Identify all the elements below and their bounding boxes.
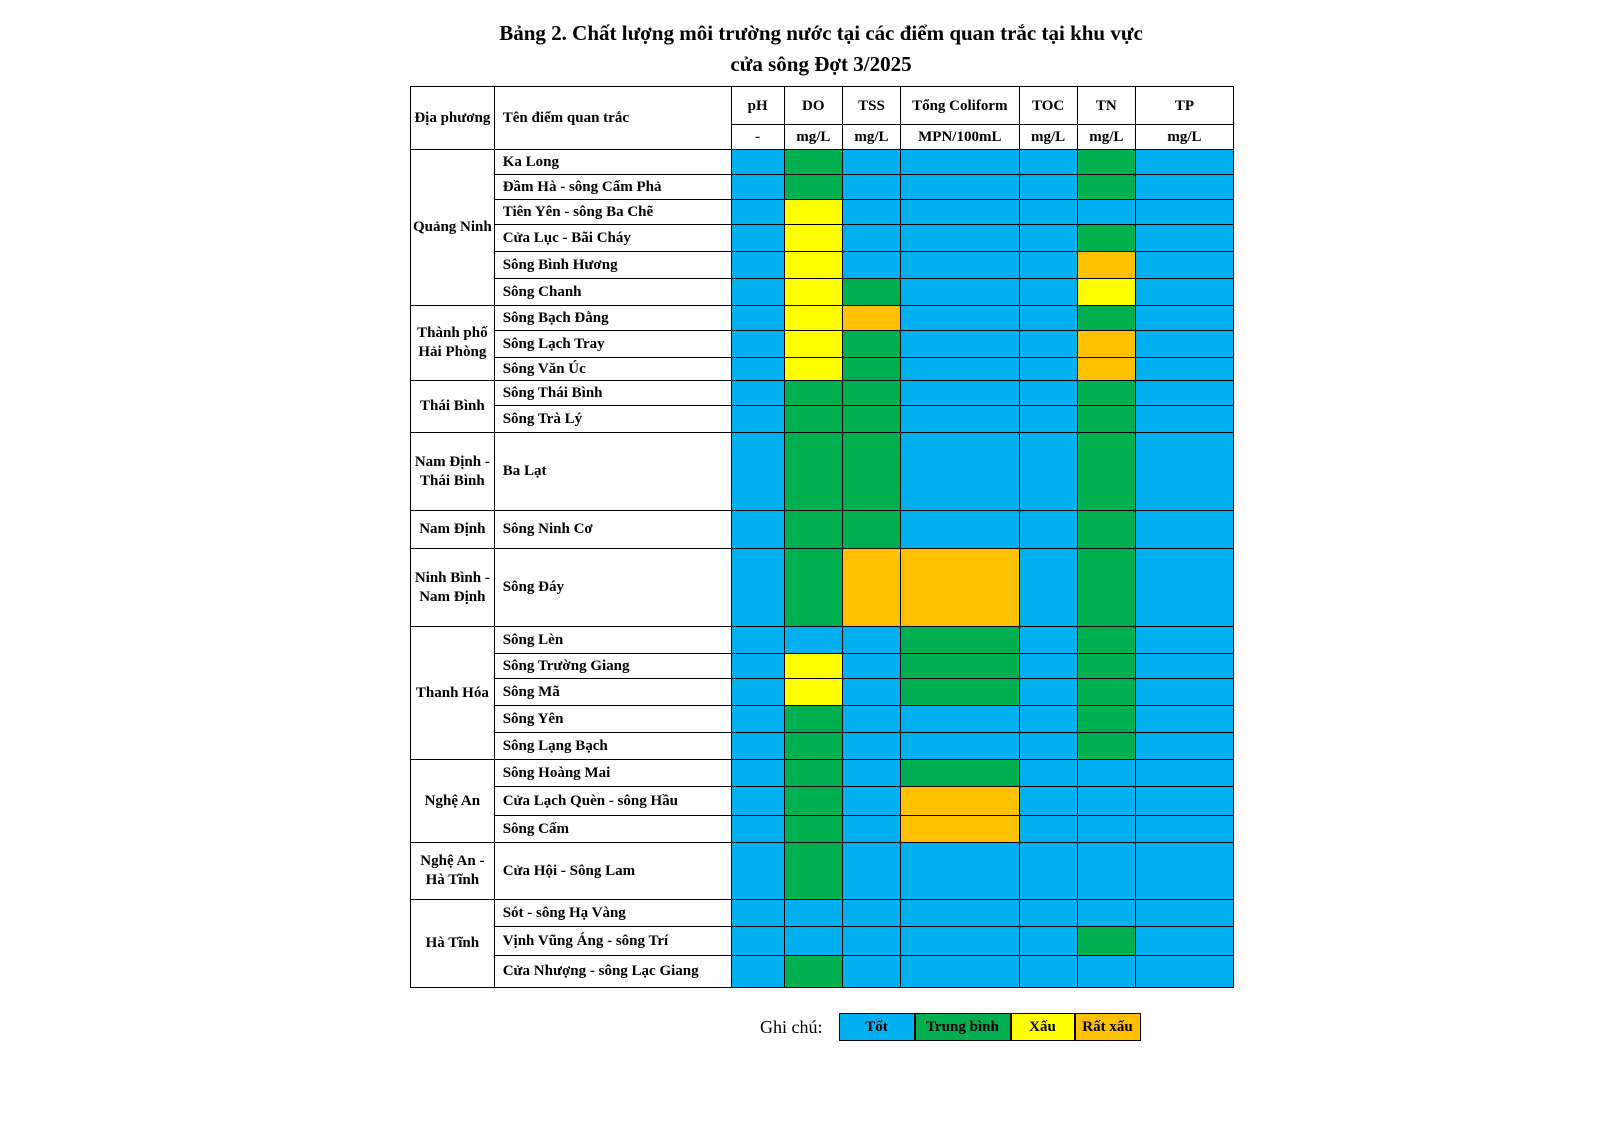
rating-cell bbox=[842, 956, 900, 988]
rating-cell bbox=[1019, 331, 1077, 358]
header-unit-tn: mg/L bbox=[1077, 125, 1135, 150]
rating-cell bbox=[842, 433, 900, 511]
header-unit-coliform: MPN/100mL bbox=[901, 125, 1019, 150]
rating-cell bbox=[784, 511, 842, 549]
station-name: Sông Lạng Bạch bbox=[494, 733, 731, 760]
rating-cell bbox=[1077, 760, 1135, 787]
rating-cell bbox=[731, 433, 784, 511]
station-name: Sông Hoàng Mai bbox=[494, 760, 731, 787]
rating-cell bbox=[1077, 956, 1135, 988]
rating-cell bbox=[842, 252, 900, 279]
rating-cell bbox=[1019, 200, 1077, 225]
table-row bbox=[411, 358, 1234, 381]
station-name: Ka Long bbox=[494, 150, 731, 175]
rating-cell bbox=[1135, 225, 1233, 252]
rating-cell bbox=[731, 549, 784, 627]
rating-cell bbox=[784, 654, 842, 679]
rating-cell bbox=[1135, 549, 1233, 627]
rating-cell bbox=[901, 225, 1019, 252]
rating-cell bbox=[1019, 306, 1077, 331]
rating-cell bbox=[1077, 654, 1135, 679]
rating-cell bbox=[901, 627, 1019, 654]
rating-cell bbox=[1019, 760, 1077, 787]
rating-cell bbox=[901, 843, 1019, 900]
rating-cell bbox=[901, 760, 1019, 787]
rating-cell bbox=[1019, 843, 1077, 900]
rating-cell bbox=[1019, 406, 1077, 433]
legend-item-average: Trung bình bbox=[915, 1013, 1011, 1041]
rating-cell bbox=[1135, 787, 1233, 816]
rating-cell bbox=[1135, 760, 1233, 787]
rating-cell bbox=[901, 816, 1019, 843]
region-cell: Nam Định - Thái Bình bbox=[411, 433, 495, 511]
rating-cell bbox=[901, 549, 1019, 627]
table-row bbox=[411, 252, 1234, 279]
table-row bbox=[411, 511, 1234, 549]
station-name: Sông Yên bbox=[494, 706, 731, 733]
rating-cell bbox=[731, 843, 784, 900]
rating-cell bbox=[1077, 787, 1135, 816]
rating-cell bbox=[1019, 175, 1077, 200]
rating-cell bbox=[784, 406, 842, 433]
header-param-coliform: Tổng Coliform bbox=[901, 87, 1019, 125]
rating-cell bbox=[901, 654, 1019, 679]
header-unit-ph: - bbox=[731, 125, 784, 150]
table-row bbox=[411, 900, 1234, 927]
table-row bbox=[411, 733, 1234, 760]
region-cell: Thái Bình bbox=[411, 381, 495, 433]
rating-cell bbox=[901, 306, 1019, 331]
rating-cell bbox=[1135, 511, 1233, 549]
station-name: Sông Văn Úc bbox=[494, 358, 731, 381]
station-name: Sông Trường Giang bbox=[494, 654, 731, 679]
rating-cell bbox=[784, 679, 842, 706]
rating-cell bbox=[901, 381, 1019, 406]
station-name: Vịnh Vũng Áng - sông Trí bbox=[494, 927, 731, 956]
table-row bbox=[411, 927, 1234, 956]
rating-cell bbox=[1077, 200, 1135, 225]
rating-cell bbox=[784, 760, 842, 787]
rating-cell bbox=[1135, 331, 1233, 358]
rating-cell bbox=[901, 733, 1019, 760]
header-region: Địa phương bbox=[411, 87, 495, 150]
rating-cell bbox=[842, 843, 900, 900]
rating-cell bbox=[784, 927, 842, 956]
station-name: Cửa Hội - Sông Lam bbox=[494, 843, 731, 900]
rating-cell bbox=[784, 279, 842, 306]
rating-cell bbox=[731, 900, 784, 927]
station-name: Sông Bạch Đằng bbox=[494, 306, 731, 331]
rating-cell bbox=[1019, 956, 1077, 988]
rating-cell bbox=[901, 787, 1019, 816]
rating-cell bbox=[1135, 306, 1233, 331]
rating-cell bbox=[731, 733, 784, 760]
rating-cell bbox=[731, 956, 784, 988]
rating-cell bbox=[1077, 252, 1135, 279]
rating-cell bbox=[1077, 150, 1135, 175]
rating-cell bbox=[1135, 956, 1233, 988]
rating-cell bbox=[784, 706, 842, 733]
rating-cell bbox=[1077, 306, 1135, 331]
header-unit-do: mg/L bbox=[784, 125, 842, 150]
rating-cell bbox=[731, 511, 784, 549]
rating-cell bbox=[1019, 927, 1077, 956]
rating-cell bbox=[901, 927, 1019, 956]
region-cell: Nghệ An bbox=[411, 760, 495, 843]
rating-cell bbox=[1077, 927, 1135, 956]
rating-cell bbox=[784, 225, 842, 252]
rating-cell bbox=[731, 358, 784, 381]
rating-cell bbox=[1135, 843, 1233, 900]
rating-cell bbox=[784, 627, 842, 654]
rating-cell bbox=[1019, 150, 1077, 175]
table-row bbox=[411, 150, 1234, 175]
rating-cell bbox=[731, 654, 784, 679]
rating-cell bbox=[842, 511, 900, 549]
rating-cell bbox=[784, 549, 842, 627]
header-unit-tp: mg/L bbox=[1135, 125, 1233, 150]
header-param-ph: pH bbox=[731, 87, 784, 125]
rating-cell bbox=[784, 816, 842, 843]
rating-cell bbox=[1135, 927, 1233, 956]
header-param-tp: TP bbox=[1135, 87, 1233, 125]
region-cell: Quảng Ninh bbox=[411, 150, 495, 306]
rating-cell bbox=[1077, 433, 1135, 511]
rating-cell bbox=[901, 150, 1019, 175]
rating-cell bbox=[1077, 406, 1135, 433]
rating-cell bbox=[731, 706, 784, 733]
table-row bbox=[411, 654, 1234, 679]
rating-cell bbox=[1077, 900, 1135, 927]
rating-cell bbox=[731, 279, 784, 306]
region-cell: Nghệ An - Hà Tĩnh bbox=[411, 843, 495, 900]
rating-cell bbox=[731, 225, 784, 252]
rating-cell bbox=[901, 511, 1019, 549]
header-param-tss: TSS bbox=[842, 87, 900, 125]
rating-cell bbox=[731, 252, 784, 279]
region-cell: Nam Định bbox=[411, 511, 495, 549]
rating-cell bbox=[1135, 679, 1233, 706]
rating-cell bbox=[784, 200, 842, 225]
table-row bbox=[411, 433, 1234, 511]
rating-cell bbox=[1019, 733, 1077, 760]
station-name: Sót - sông Hạ Vàng bbox=[494, 900, 731, 927]
station-name: Sông Trà Lý bbox=[494, 406, 731, 433]
rating-cell bbox=[842, 306, 900, 331]
rating-cell bbox=[901, 331, 1019, 358]
rating-cell bbox=[784, 381, 842, 406]
rating-cell bbox=[1135, 381, 1233, 406]
rating-cell bbox=[784, 306, 842, 331]
rating-cell bbox=[901, 433, 1019, 511]
rating-cell bbox=[1019, 816, 1077, 843]
rating-cell bbox=[731, 406, 784, 433]
rating-cell bbox=[1019, 279, 1077, 306]
rating-cell bbox=[1135, 654, 1233, 679]
region-cell: Ninh Bình - Nam Định bbox=[411, 549, 495, 627]
rating-cell bbox=[901, 358, 1019, 381]
rating-cell bbox=[1135, 900, 1233, 927]
rating-cell bbox=[784, 433, 842, 511]
table-row bbox=[411, 760, 1234, 787]
rating-cell bbox=[1019, 433, 1077, 511]
rating-cell bbox=[901, 706, 1019, 733]
rating-cell bbox=[784, 900, 842, 927]
station-name: Cửa Nhượng - sông Lạc Giang bbox=[494, 956, 731, 988]
station-name: Cửa Lục - Bãi Cháy bbox=[494, 225, 731, 252]
station-name: Tiên Yên - sông Ba Chẽ bbox=[494, 200, 731, 225]
legend bbox=[760, 1013, 1141, 1041]
station-name: Sông Lèn bbox=[494, 627, 731, 654]
station-name: Cửa Lạch Quèn - sông Hầu bbox=[494, 787, 731, 816]
rating-cell bbox=[842, 900, 900, 927]
rating-cell bbox=[731, 760, 784, 787]
rating-cell bbox=[842, 200, 900, 225]
rating-cell bbox=[1019, 900, 1077, 927]
rating-cell bbox=[1019, 549, 1077, 627]
rating-cell bbox=[1077, 843, 1135, 900]
rating-cell bbox=[1135, 358, 1233, 381]
table-row bbox=[411, 843, 1234, 900]
rating-cell bbox=[901, 900, 1019, 927]
station-name: Sông Bình Hương bbox=[494, 252, 731, 279]
rating-cell bbox=[731, 627, 784, 654]
rating-cell bbox=[842, 175, 900, 200]
station-name: Sông Mã bbox=[494, 679, 731, 706]
rating-cell bbox=[1135, 150, 1233, 175]
station-name: Sông Chanh bbox=[494, 279, 731, 306]
table-row bbox=[411, 175, 1234, 200]
station-name: Sông Ninh Cơ bbox=[494, 511, 731, 549]
rating-cell bbox=[842, 679, 900, 706]
table-row bbox=[411, 406, 1234, 433]
rating-cell bbox=[784, 331, 842, 358]
rating-cell bbox=[784, 956, 842, 988]
region-cell: Thanh Hóa bbox=[411, 627, 495, 760]
water-quality-table bbox=[410, 86, 1234, 988]
rating-cell bbox=[842, 225, 900, 252]
rating-cell bbox=[1019, 358, 1077, 381]
legend-item-poor: Xấu bbox=[1011, 1013, 1075, 1041]
station-name: Sông Lạch Tray bbox=[494, 331, 731, 358]
rating-cell bbox=[842, 927, 900, 956]
header-param-do: DO bbox=[784, 87, 842, 125]
rating-cell bbox=[901, 252, 1019, 279]
rating-cell bbox=[901, 200, 1019, 225]
rating-cell bbox=[731, 150, 784, 175]
rating-cell bbox=[1135, 406, 1233, 433]
rating-cell bbox=[842, 654, 900, 679]
rating-cell bbox=[784, 733, 842, 760]
rating-cell bbox=[1135, 627, 1233, 654]
table-row bbox=[411, 381, 1234, 406]
rating-cell bbox=[842, 279, 900, 306]
header-param-tn: TN bbox=[1077, 87, 1135, 125]
rating-cell bbox=[1135, 200, 1233, 225]
table-row bbox=[411, 679, 1234, 706]
rating-cell bbox=[1135, 279, 1233, 306]
header-unit-tss: mg/L bbox=[842, 125, 900, 150]
table-row bbox=[411, 627, 1234, 654]
station-name: Đầm Hà - sông Cẩm Phả bbox=[494, 175, 731, 200]
rating-cell bbox=[731, 200, 784, 225]
rating-cell bbox=[901, 406, 1019, 433]
rating-cell bbox=[1077, 381, 1135, 406]
rating-cell bbox=[1019, 787, 1077, 816]
rating-cell bbox=[784, 175, 842, 200]
legend-item-good: Tốt bbox=[839, 1013, 915, 1041]
rating-cell bbox=[784, 358, 842, 381]
rating-cell bbox=[731, 331, 784, 358]
table-row bbox=[411, 225, 1234, 252]
rating-cell bbox=[842, 760, 900, 787]
legend-item-very-poor: Rất xấu bbox=[1075, 1013, 1141, 1041]
rating-cell bbox=[842, 381, 900, 406]
rating-cell bbox=[842, 549, 900, 627]
header-param-toc: TOC bbox=[1019, 87, 1077, 125]
rating-cell bbox=[731, 175, 784, 200]
table-row bbox=[411, 787, 1234, 816]
table-title-line-1: Bảng 2. Chất lượng môi trường nước tại các điểm quan trắc tại khu vực bbox=[499, 21, 1143, 45]
rating-cell bbox=[842, 733, 900, 760]
rating-cell bbox=[842, 706, 900, 733]
rating-cell bbox=[1077, 549, 1135, 627]
rating-cell bbox=[842, 150, 900, 175]
rating-cell bbox=[1077, 706, 1135, 733]
table-row bbox=[411, 331, 1234, 358]
rating-cell bbox=[731, 679, 784, 706]
legend-label: Ghi chú: bbox=[760, 1016, 823, 1037]
rating-cell bbox=[842, 406, 900, 433]
rating-cell bbox=[1077, 733, 1135, 760]
station-name: Sông Đáy bbox=[494, 549, 731, 627]
rating-cell bbox=[1135, 733, 1233, 760]
rating-cell bbox=[1019, 627, 1077, 654]
rating-cell bbox=[1077, 358, 1135, 381]
rating-cell bbox=[1077, 679, 1135, 706]
rating-cell bbox=[1077, 175, 1135, 200]
rating-cell bbox=[731, 816, 784, 843]
rating-cell bbox=[842, 816, 900, 843]
rating-cell bbox=[1077, 627, 1135, 654]
rating-cell bbox=[784, 843, 842, 900]
table-row bbox=[411, 306, 1234, 331]
rating-cell bbox=[1135, 816, 1233, 843]
rating-cell bbox=[842, 358, 900, 381]
rating-cell bbox=[901, 956, 1019, 988]
table-row bbox=[411, 956, 1234, 988]
rating-cell bbox=[731, 927, 784, 956]
rating-cell bbox=[731, 787, 784, 816]
rating-cell bbox=[901, 279, 1019, 306]
rating-cell bbox=[1135, 706, 1233, 733]
rating-cell bbox=[1019, 706, 1077, 733]
rating-cell bbox=[1077, 331, 1135, 358]
rating-cell bbox=[1019, 225, 1077, 252]
table-row bbox=[411, 279, 1234, 306]
table-title-line-2: cửa sông Đợt 3/2025 bbox=[730, 52, 912, 76]
table-row bbox=[411, 816, 1234, 843]
table-body bbox=[411, 150, 1234, 988]
station-name: Ba Lạt bbox=[494, 433, 731, 511]
region-cell: Hà Tĩnh bbox=[411, 900, 495, 988]
region-cell: Thành phố Hải Phòng bbox=[411, 306, 495, 381]
rating-cell bbox=[1077, 279, 1135, 306]
rating-cell bbox=[1019, 679, 1077, 706]
rating-cell bbox=[842, 331, 900, 358]
table-row bbox=[411, 706, 1234, 733]
rating-cell bbox=[901, 175, 1019, 200]
rating-cell bbox=[1077, 511, 1135, 549]
rating-cell bbox=[1135, 252, 1233, 279]
rating-cell bbox=[1019, 654, 1077, 679]
rating-cell bbox=[842, 787, 900, 816]
rating-cell bbox=[784, 787, 842, 816]
rating-cell bbox=[1019, 381, 1077, 406]
rating-cell bbox=[784, 252, 842, 279]
header-unit-toc: mg/L bbox=[1019, 125, 1077, 150]
station-name: Sông Cấm bbox=[494, 816, 731, 843]
rating-cell bbox=[1135, 175, 1233, 200]
rating-cell bbox=[842, 627, 900, 654]
rating-cell bbox=[1077, 816, 1135, 843]
rating-cell bbox=[1077, 225, 1135, 252]
table-row bbox=[411, 549, 1234, 627]
station-name: Sông Thái Bình bbox=[494, 381, 731, 406]
rating-cell bbox=[1019, 252, 1077, 279]
rating-cell bbox=[1135, 433, 1233, 511]
rating-cell bbox=[731, 381, 784, 406]
rating-cell bbox=[784, 150, 842, 175]
table-title bbox=[400, 18, 1242, 80]
table-row bbox=[411, 200, 1234, 225]
rating-cell bbox=[1019, 511, 1077, 549]
rating-cell bbox=[731, 306, 784, 331]
rating-cell bbox=[901, 679, 1019, 706]
header-station: Tên điểm quan trắc bbox=[494, 87, 731, 150]
